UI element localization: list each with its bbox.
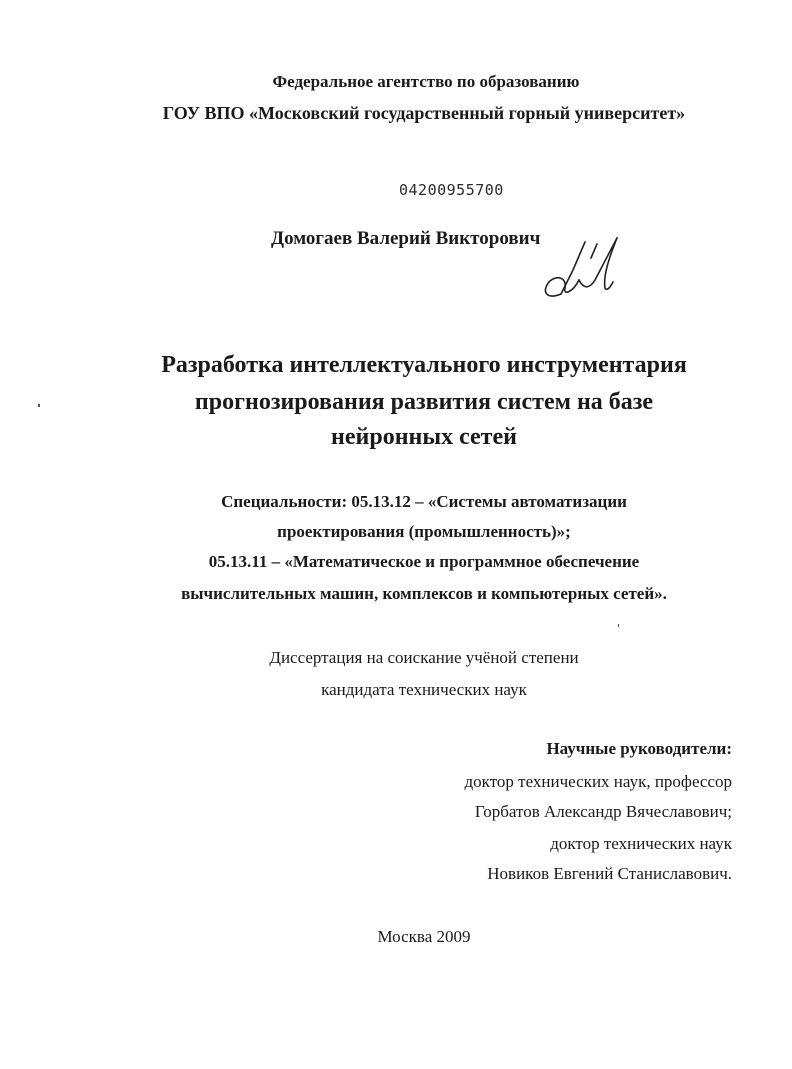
supervisor-2-name: Новиков Евгений Станиславович. bbox=[487, 864, 732, 883]
specialty-line-2: проектирования (промышленность)»; bbox=[277, 522, 571, 541]
specialty-line-1: Специальности: 05.13.12 – «Системы автоматизации bbox=[221, 492, 627, 511]
author-name: Домогаев Валерий Викторович bbox=[271, 228, 541, 249]
supervisors-heading: Научные руководители: bbox=[546, 739, 732, 758]
dissertation-title-line-3: нейронных сетей bbox=[331, 424, 517, 450]
degree-line-1: Диссертация на соискание учёной степени bbox=[269, 648, 579, 667]
specialty-line-3: 05.13.11 – «Математическое и программное обеспечение bbox=[208, 552, 640, 571]
handwritten-signature bbox=[533, 230, 643, 305]
supervisor-1-name: Горбатов Александр Вячеславович; bbox=[474, 802, 732, 821]
scan-speck bbox=[618, 624, 619, 627]
document-code: 04200955700 bbox=[399, 181, 504, 199]
dissertation-title-line-1: Разработка интеллектуального инструментария bbox=[161, 352, 687, 378]
city-year: Москва 2009 bbox=[377, 927, 471, 946]
supervisor-2-degree: доктор технических наук bbox=[550, 834, 732, 853]
dissertation-title-line-2: прогнозирования развития систем на базе bbox=[194, 389, 654, 415]
scan-speck bbox=[38, 404, 40, 407]
specialty-line-4: вычислительных машин, комплексов и компьютерных сетей». bbox=[181, 584, 667, 603]
degree-line-2: кандидата технических наук bbox=[321, 680, 527, 699]
agency-heading: Федеральное агентство по образованию bbox=[272, 72, 580, 91]
supervisor-1-degree: доктор технических наук, профессор bbox=[464, 772, 732, 791]
university-heading: ГОУ ВПО «Московский государственный горный университет» bbox=[162, 103, 686, 123]
